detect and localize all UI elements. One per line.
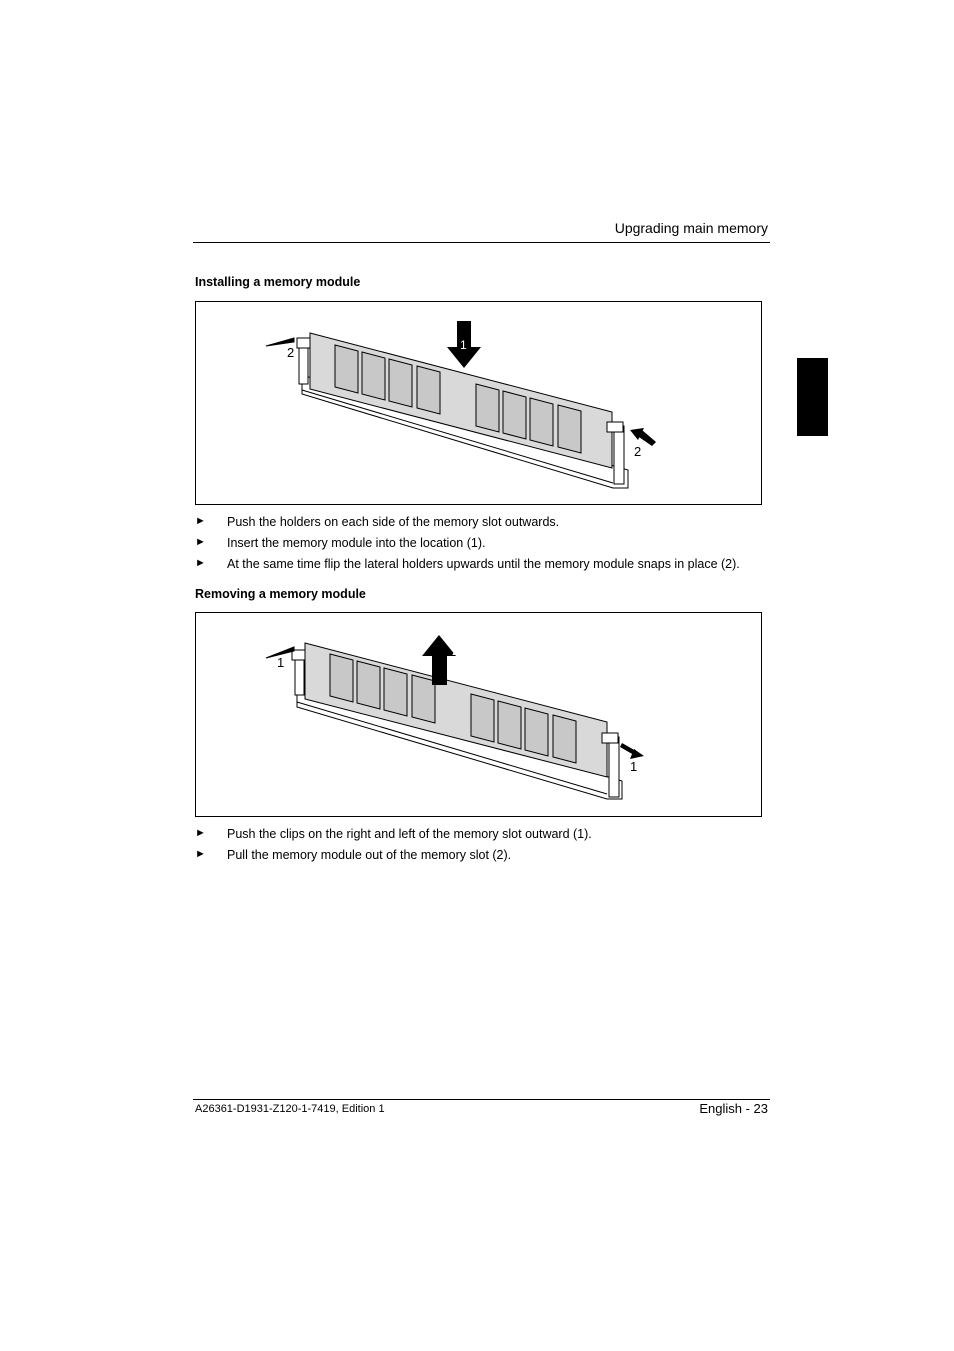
callout-left-holder: 2 [287, 345, 295, 360]
left-holder [297, 338, 310, 384]
left-clip [292, 650, 305, 695]
callout-right-clip: 1 [630, 759, 638, 774]
figure-removing-memory-module [195, 612, 762, 817]
figure-installing-memory-module [195, 301, 762, 505]
list-item: ► Push the holders on each side of the memory slot outwards. [195, 515, 560, 529]
bullet-arrow-icon: ► [195, 515, 206, 527]
list-item: ► Push the clips on the right and left of the memory slot outward (1). [195, 827, 592, 841]
list-item: ► At the same time flip the lateral holders upwards until the memory module snaps in place (2). [195, 557, 740, 571]
list-item: ► Insert the memory module into the location (1). [195, 536, 486, 550]
document-id: A26361-D1931-Z120-1-7419, Edition 1 [195, 1103, 385, 1115]
chapter-thumb-tab [797, 358, 828, 436]
callout-remove: 2 [452, 644, 459, 658]
bullet-arrow-icon: ► [195, 536, 206, 548]
list-item: ► Pull the memory module out of the memory slot (2). [195, 848, 512, 862]
steps-removing [195, 827, 775, 869]
bullet-arrow-icon: ► [195, 557, 206, 569]
section-heading-installing: Installing a memory module [195, 275, 361, 289]
callout-insert: 1 [460, 338, 467, 352]
bullet-arrow-icon: ► [195, 827, 206, 839]
page-number: English - 23 [699, 1101, 768, 1116]
steps-installing [195, 515, 775, 578]
callout-left-clip: 1 [277, 655, 285, 670]
footer-rule [193, 1099, 770, 1100]
callout-right-holder: 2 [634, 444, 642, 459]
header-rule [193, 242, 770, 243]
installing-illustration [196, 302, 761, 504]
removing-illustration [196, 613, 761, 816]
section-heading-removing: Removing a memory module [195, 587, 366, 601]
running-header: Upgrading main memory [614, 220, 768, 236]
bullet-arrow-icon: ► [195, 848, 206, 860]
